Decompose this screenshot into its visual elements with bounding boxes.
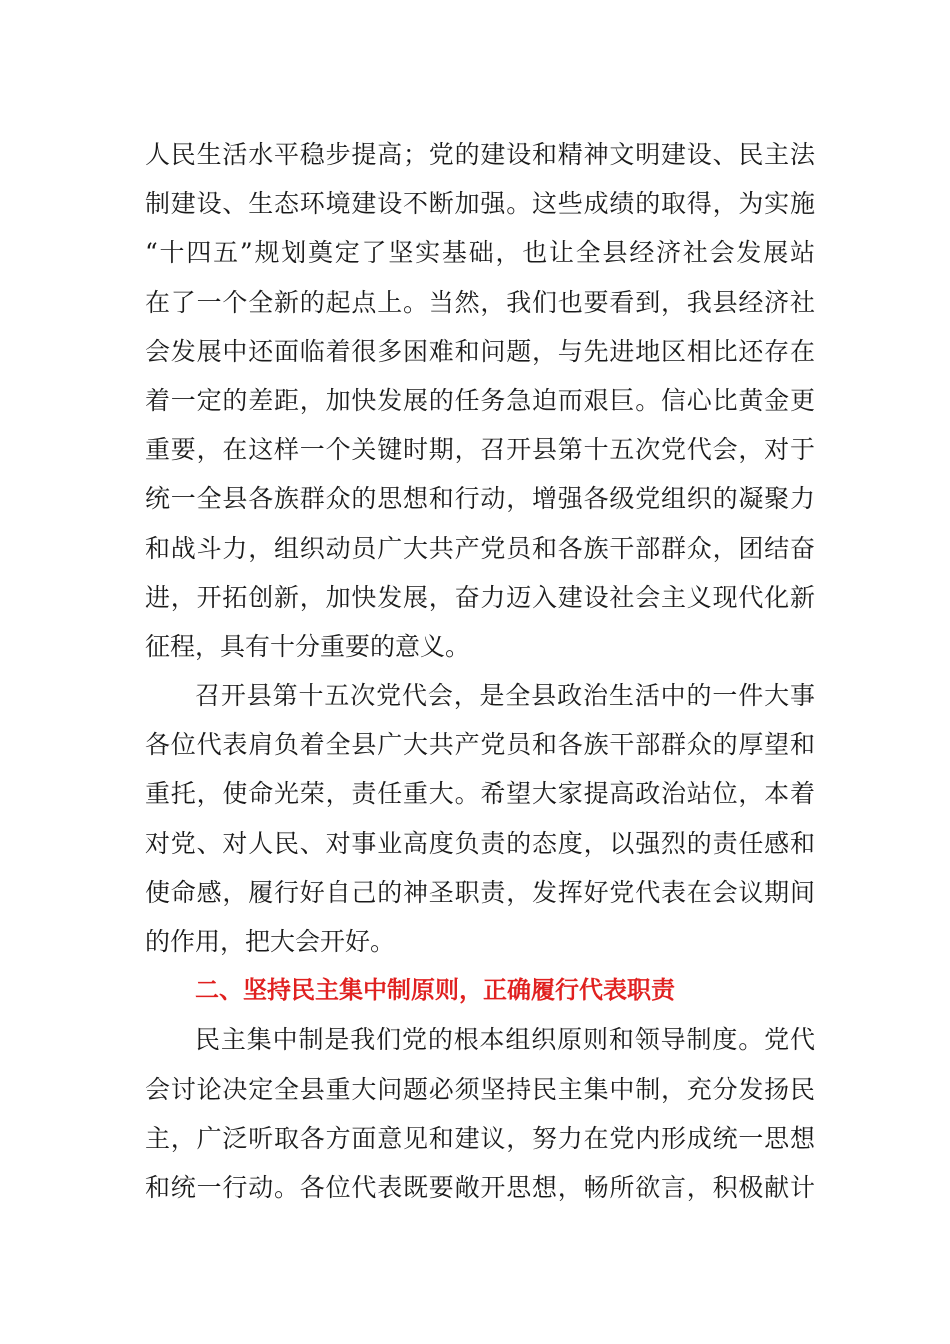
paragraph-line: 民主集中制是我们党的根本组织原则和领导制度。党代: [195, 1025, 815, 1055]
paragraph-line: 会发展中还面临着很多困难和问题，与先进地区相比还存在: [145, 336, 815, 366]
paragraph-line: 使命感，履行好自己的神圣职责，发挥好党代表在会议期间: [145, 877, 815, 907]
paragraph-line: 召开县第十五次党代会，是全县政治生活中的一件大事: [195, 681, 815, 711]
paragraph-line: 统一全县各族群众的思想和行动，增强各级党组织的凝聚力: [145, 484, 815, 514]
paragraph-line: 人民生活水平稳步提高；党的建设和精神文明建设、民主法: [145, 140, 815, 169]
paragraph-line: 进，开拓创新，加快发展，奋力迈入建设社会主义现代化新: [145, 582, 815, 612]
paragraph-line: 的作用，把大会开好。: [145, 927, 396, 956]
paragraph-line: 主，广泛听取各方面意见和建议，努力在党内形成统一思想: [145, 1123, 815, 1153]
section-heading: 二、坚持民主集中制原则，正确履行代表职责: [195, 976, 675, 1005]
paragraph-line: 在了一个全新的起点上。当然，我们也要看到，我县经济社: [145, 287, 815, 317]
paragraph-line: 重要，在这样一个关键时期，召开县第十五次党代会，对于: [145, 435, 815, 465]
paragraph-line: “十四五”规划奠定了坚实基础，也让全县经济社会发展站: [145, 238, 815, 268]
paragraph-line: 征程，具有十分重要的意义。: [145, 631, 471, 661]
paragraph-line: 和统一行动。各位代表既要敞开思想，畅所欲言，积极献计: [145, 1172, 815, 1202]
paragraph-line: 和战斗力，组织动员广大共产党员和各族干部群众，团结奋: [145, 533, 815, 563]
document-body: [145, 130, 815, 1212]
paragraph-line: 重托，使命光荣，责任重大。希望大家提高政治站位，本着: [145, 779, 815, 809]
paragraph-line: 各位代表肩负着全县广大共产党员和各族干部群众的厚望和: [145, 730, 815, 760]
paragraph-line: 制建设、生态环境建设不断加强。这些成绩的取得，为实施: [145, 189, 815, 219]
paragraph-line: 会讨论决定全县重大问题必须坚持民主集中制，充分发扬民: [145, 1074, 815, 1104]
paragraph-line: 着一定的差距，加快发展的任务急迫而艰巨。信心比黄金更: [145, 385, 815, 415]
paragraph-line: 对党、对人民、对事业高度负责的态度，以强烈的责任感和: [145, 828, 815, 858]
